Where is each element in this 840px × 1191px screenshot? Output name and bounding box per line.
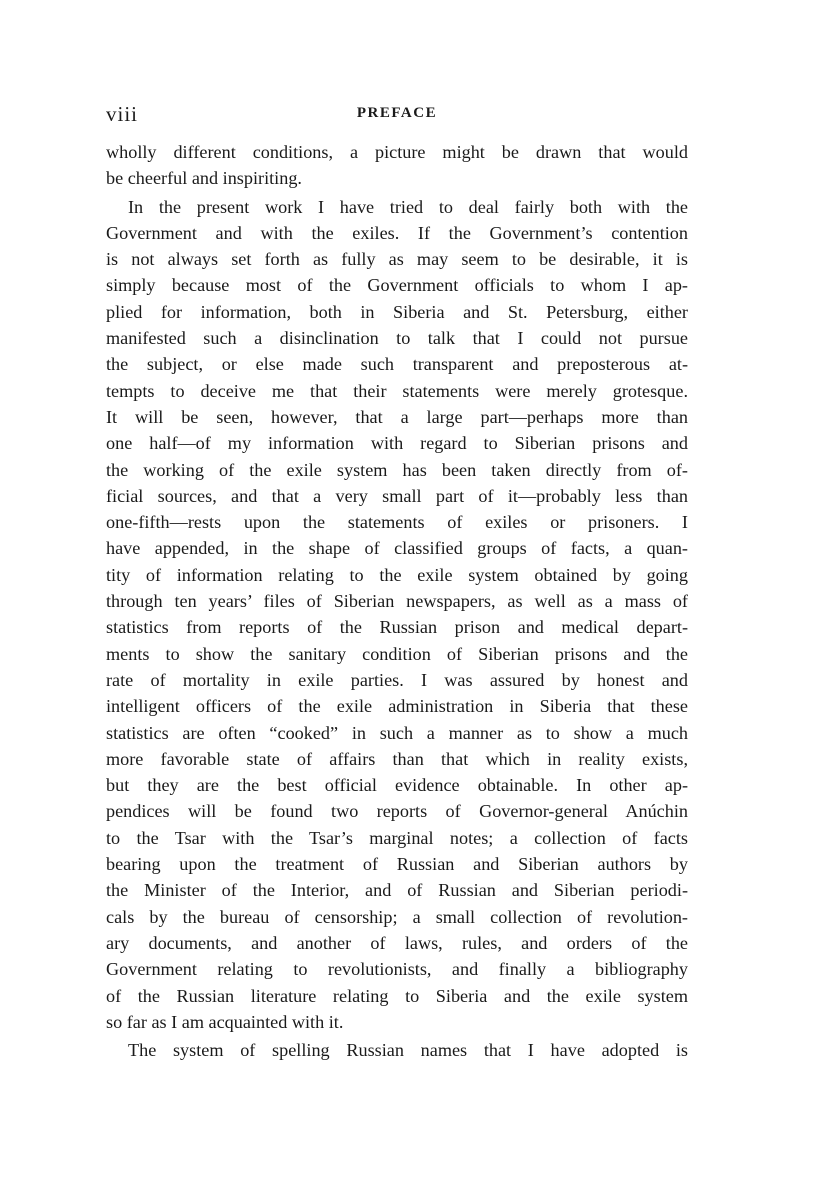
text-line: tity of information relating to the exile system obtained by going: [106, 564, 688, 585]
text-line: Government and with the exiles. If the Government’s contention: [106, 222, 688, 243]
text-line: have appended, in the shape of classified groups of facts, a quan-: [106, 538, 688, 559]
text-line: Government relating to revolutionists, and finally a bibliography: [106, 959, 688, 980]
text-line: the subject, or else made such transparent and preposterous at-: [106, 354, 688, 375]
text-line: of the Russian literature relating to Siberia and the exile system: [106, 985, 688, 1006]
text-line: ary documents, and another of laws, rules, and orders of the: [106, 932, 688, 953]
paragraph: [106, 139, 688, 192]
text-line: intelligent officers of the exile administration in Siberia that these: [106, 696, 688, 717]
text-line: manifested such a disinclination to talk that I could not pursue: [106, 328, 688, 349]
body-text: [106, 139, 688, 1063]
text-line: tempts to deceive me that their statements were merely grotesque.: [106, 380, 688, 401]
running-head: PREFACE: [356, 105, 438, 121]
text-line: rate of mortality in exile parties. I was assured by honest and: [106, 669, 688, 690]
text-line: one half—of my information with regard to Siberian prisons and: [106, 433, 688, 454]
text-line: ficial sources, and that a very small part of it—probably less than: [106, 485, 688, 506]
text-line: ments to show the sanitary condition of Siberian prisons and the: [106, 643, 688, 664]
text-line: more favorable state of affairs than that which in reality exists,: [106, 748, 688, 769]
page-header: [106, 102, 688, 128]
text-line: wholly different conditions, a picture might be drawn that would: [106, 142, 688, 162]
text-line: The system of spelling Russian names that I have adopted is: [128, 1040, 688, 1061]
text-line: plied for information, both in Siberia and St. Petersburg, either: [106, 301, 688, 322]
text-line: the Minister of the Interior, and of Russian and Siberian periodi-: [106, 880, 688, 901]
paragraph: [106, 1037, 688, 1063]
text-line: statistics from reports of the Russian prison and medical depart-: [106, 617, 688, 638]
text-line: but they are the best official evidence obtainable. In other ap-: [106, 775, 688, 796]
text-line: be cheerful and inspiriting.: [106, 168, 302, 189]
page-number: viii: [106, 102, 139, 126]
paragraph: [106, 194, 688, 1036]
text-line: one-fifth—rests upon the statements of exiles or prisoners. I: [106, 512, 688, 533]
text-line: the working of the exile system has been taken directly from of-: [106, 459, 688, 480]
text-line: pendices will be found two reports of Governor-general Anúchin: [106, 801, 688, 822]
text-line: statistics are often “cooked” in such a manner as to show a much: [106, 722, 688, 743]
text-line: simply because most of the Government officials to whom I ap-: [106, 275, 688, 296]
text-line: In the present work I have tried to deal fairly both with the: [128, 196, 688, 217]
text-line: It will be seen, however, that a large part—perhaps more than: [106, 406, 688, 427]
text-line: cals by the bureau of censorship; a small collection of revolution-: [106, 906, 688, 927]
text-line: bearing upon the treatment of Russian and Siberian authors by: [106, 854, 688, 875]
text-line: is not always set forth as fully as may seem to be desirable, it is: [106, 249, 688, 270]
text-line: through ten years’ files of Siberian newspapers, as well as a mass of: [106, 591, 688, 612]
text-line: so far as I am acquainted with it.: [106, 1011, 344, 1032]
text-line: to the Tsar with the Tsar’s marginal notes; a collection of facts: [106, 827, 688, 848]
